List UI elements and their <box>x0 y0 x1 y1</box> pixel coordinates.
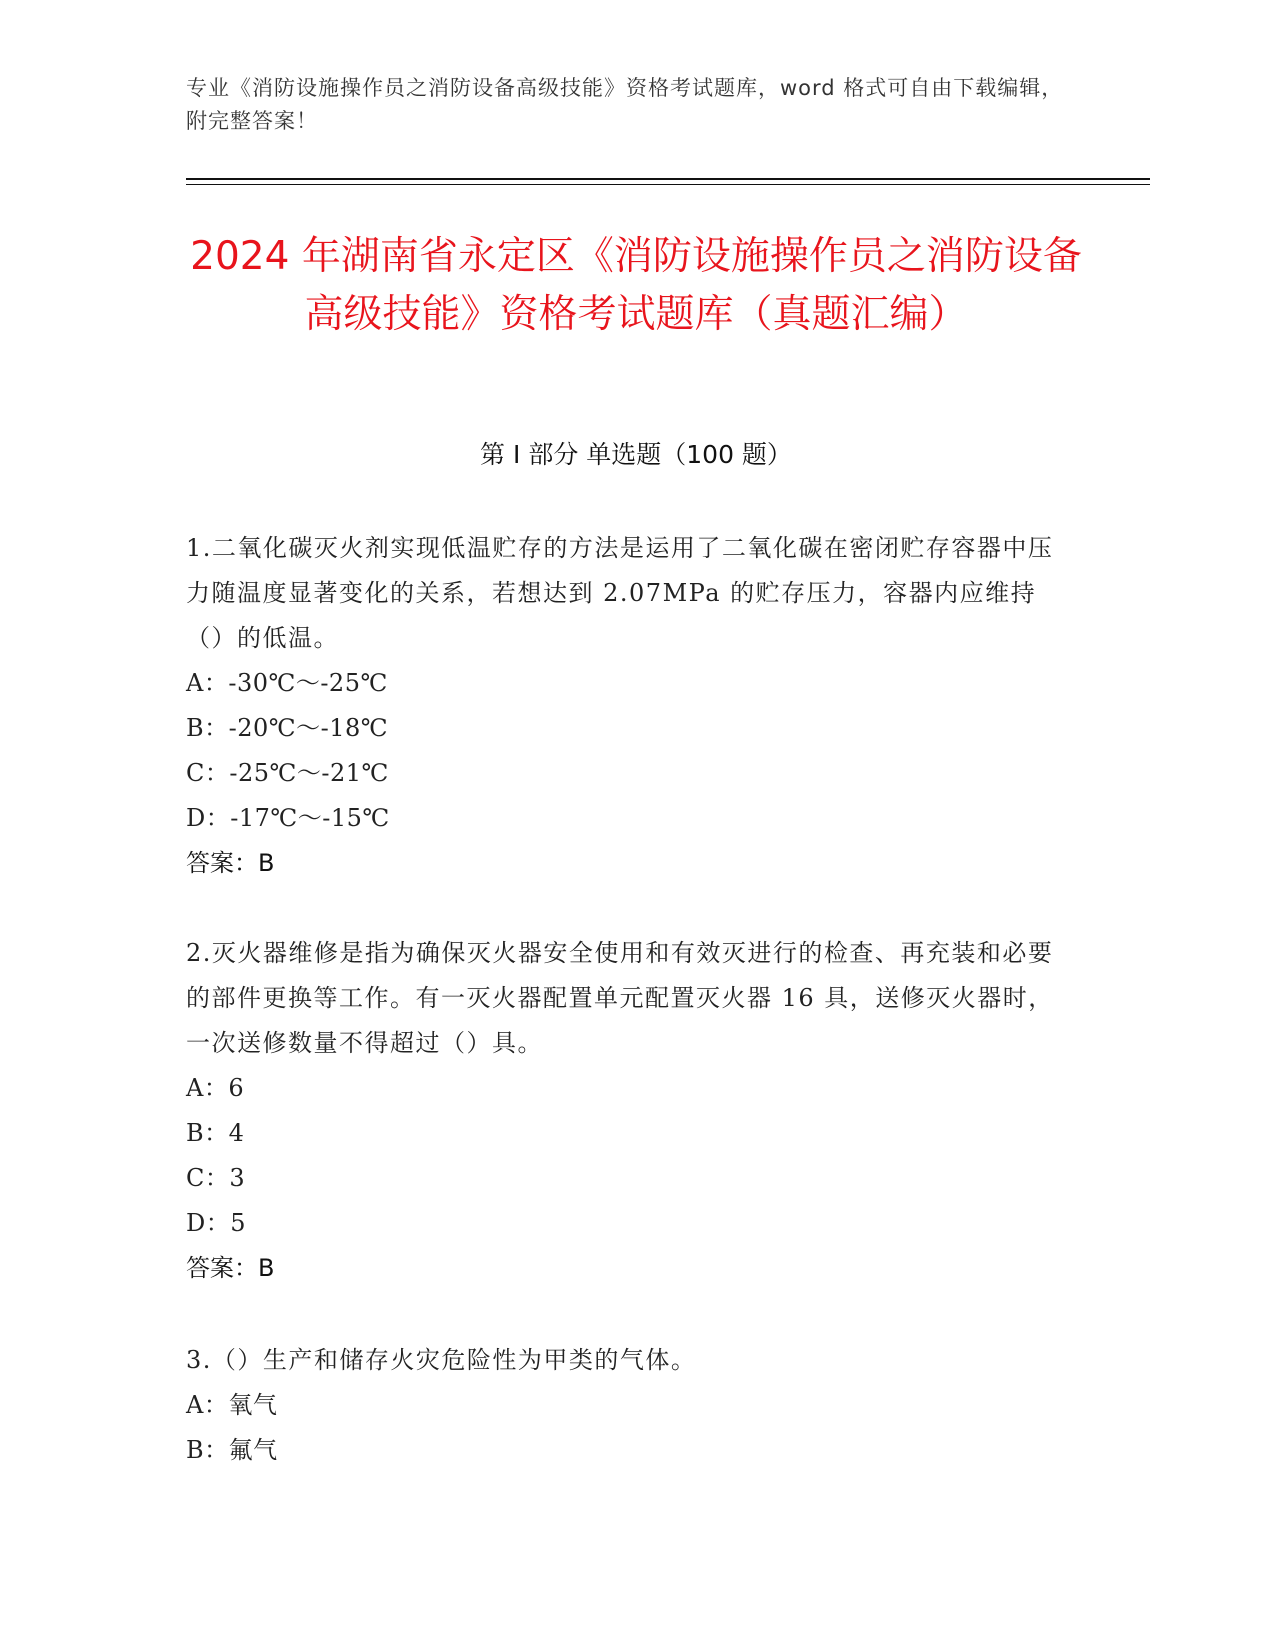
header-divider-thin <box>186 184 1150 185</box>
option-b: B：4 <box>186 1119 245 1147</box>
question-stem: 3.（）生产和储存火灾危险性为甲类的气体。 <box>186 1346 697 1374</box>
option-a: A：氧气 <box>186 1391 278 1419</box>
option-a: A：6 <box>186 1074 245 1102</box>
answer-line: 答案：B <box>186 1254 275 1282</box>
option-a: A：-30℃～-25℃ <box>186 669 388 697</box>
option-d: D：-17℃～-15℃ <box>186 804 390 832</box>
option-d: D：5 <box>186 1209 247 1237</box>
section-title: 第 I 部分 单选题（100 题） <box>480 440 792 469</box>
option-b: B：氟气 <box>186 1436 278 1464</box>
document-title: 2024 年湖南省永定区《消防设施操作员之消防设备高级技能》资格考试题库（真题汇编） <box>190 234 1082 337</box>
question-2 <box>186 931 1066 1291</box>
header-note: 专业《消防设施操作员之消防设备高级技能》资格考试题库，word 格式可自由下载编辑，附完整答案！ <box>186 76 1064 133</box>
answer-line: 答案：B <box>186 849 275 877</box>
question-1 <box>186 526 1066 886</box>
question-stem: 1.二氧化碳灭火剂实现低温贮存的方法是运用了二氧化碳在密闭贮存容器中压力随温度显著变化的关系，若想达到 2.07MPa 的贮存压力，容器内应维持（）的低温。 <box>186 534 1054 652</box>
option-b: B：-20℃～-18℃ <box>186 714 389 742</box>
option-c: C：3 <box>186 1164 246 1192</box>
option-c: C：-25℃～-21℃ <box>186 759 389 787</box>
header-divider-thick <box>186 178 1150 180</box>
question-3 <box>186 1338 1066 1473</box>
question-stem: 2.灭火器维修是指为确保灭火器安全使用和有效灭进行的检查、再充装和必要的部件更换等工作。有一灭火器配置单元配置灭火器 16 具，送修灭火器时，一次送修数量不得超过（）具。 <box>186 939 1054 1057</box>
